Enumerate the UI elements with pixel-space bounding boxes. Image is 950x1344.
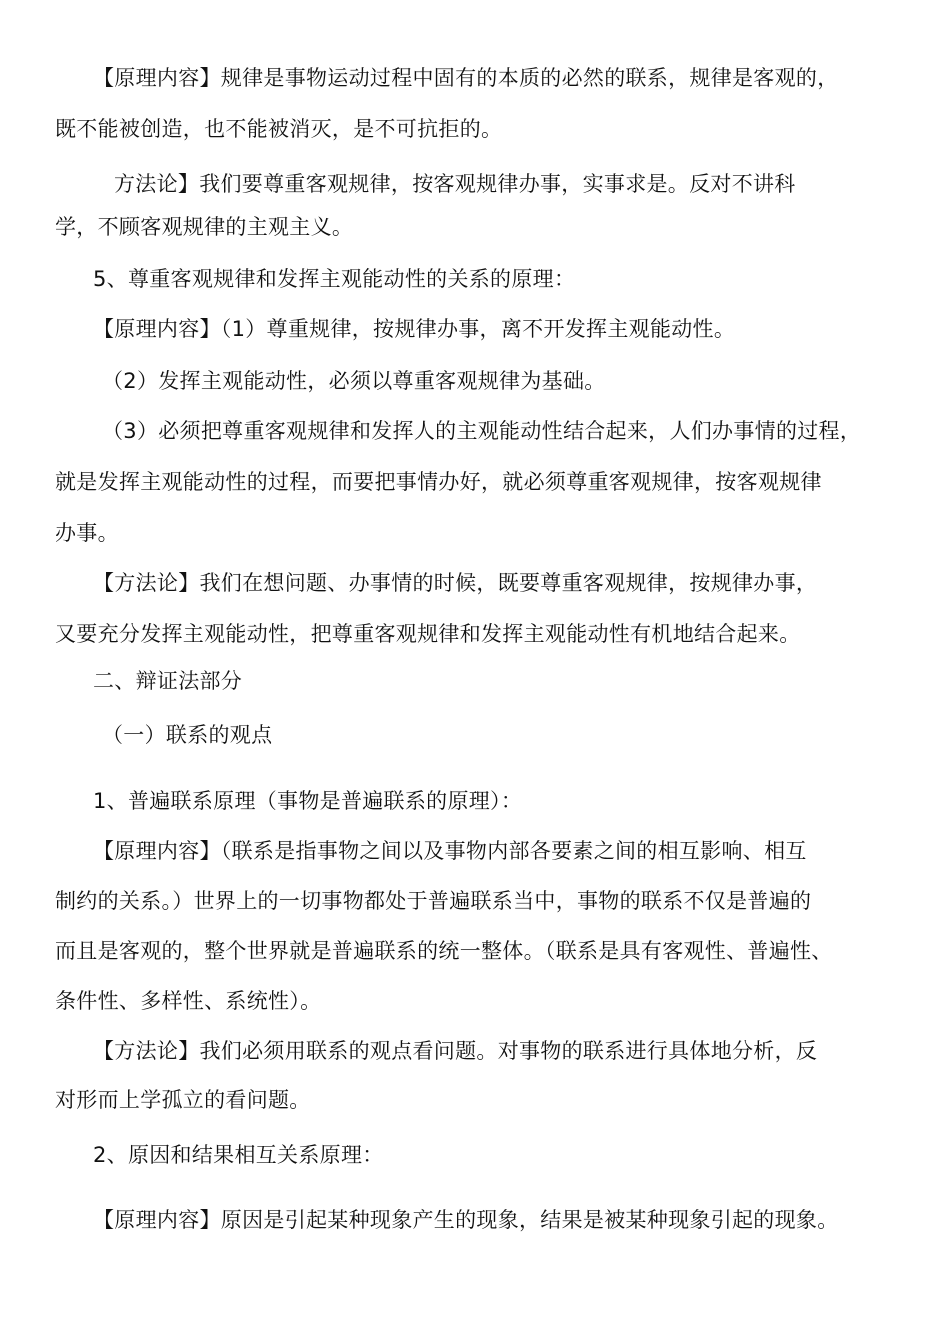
- text-line: 对形而上学孤立的看问题。: [55, 1088, 311, 1112]
- text-line: 学，不顾客观规律的主观主义。: [55, 215, 354, 239]
- text-line: 制约的关系。）世界上的一切事物都处于普遍联系当中，事物的联系不仅是普遍的: [55, 889, 812, 913]
- text-line: 方法论】我们要尊重客观规律，按客观规律办事，实事求是。反对不讲科: [114, 172, 796, 196]
- text-line: 而且是客观的，整个世界就是普遍联系的统一整体。（联系是具有客观性、普遍性、: [55, 939, 833, 963]
- section-heading: 2、原因和结果相互关系原理：: [93, 1143, 384, 1167]
- text-line: 【原理内容】规律是事物运动过程中固有的本质的必然的联系，规律是客观的，: [93, 66, 839, 90]
- section-heading: （一）联系的观点: [102, 723, 273, 747]
- text-line: 就是发挥主观能动性的过程，而要把事情办好，就必须尊重客观规律，按客观规律: [55, 470, 822, 494]
- text-line: 【原理内容】（联系是指事物之间以及事物内部各要素之间的相互影响、相互: [93, 839, 807, 863]
- text-line: （2）发挥主观能动性，必须以尊重客观规律为基础。: [102, 369, 606, 393]
- text-line: 【方法论】我们在想问题、办事情的时候，既要尊重客观规律，按规律办事，: [93, 571, 818, 595]
- section-heading: 5、尊重客观规律和发挥主观能动性的关系的原理：: [93, 267, 576, 291]
- text-line: 办事。: [55, 521, 119, 545]
- text-line: 又要充分发挥主观能动性，把尊重客观规律和发挥主观能动性有机地结合起来。: [55, 622, 801, 646]
- text-line: 【原理内容】原因是引起某种现象产生的现象，结果是被某种现象引起的现象。: [93, 1208, 839, 1232]
- section-heading: 二、辩证法部分: [93, 669, 243, 693]
- text-line: 既不能被创造，也不能被消灭，是不可抗拒的。: [55, 117, 503, 141]
- text-line: （3）必须把尊重客观规律和发挥人的主观能动性结合起来，人们办事情的过程，: [102, 419, 862, 443]
- text-line: 【原理内容】（1）尊重规律，按规律办事，离不开发挥主观能动性。: [93, 317, 736, 341]
- text-line: 条件性、多样性、系统性）。: [55, 989, 322, 1013]
- text-line: 【方法论】我们必须用联系的观点看问题。对事物的联系进行具体地分析，反: [93, 1039, 818, 1063]
- section-heading: 1、普遍联系原理（事物是普遍联系的原理）：: [93, 789, 523, 813]
